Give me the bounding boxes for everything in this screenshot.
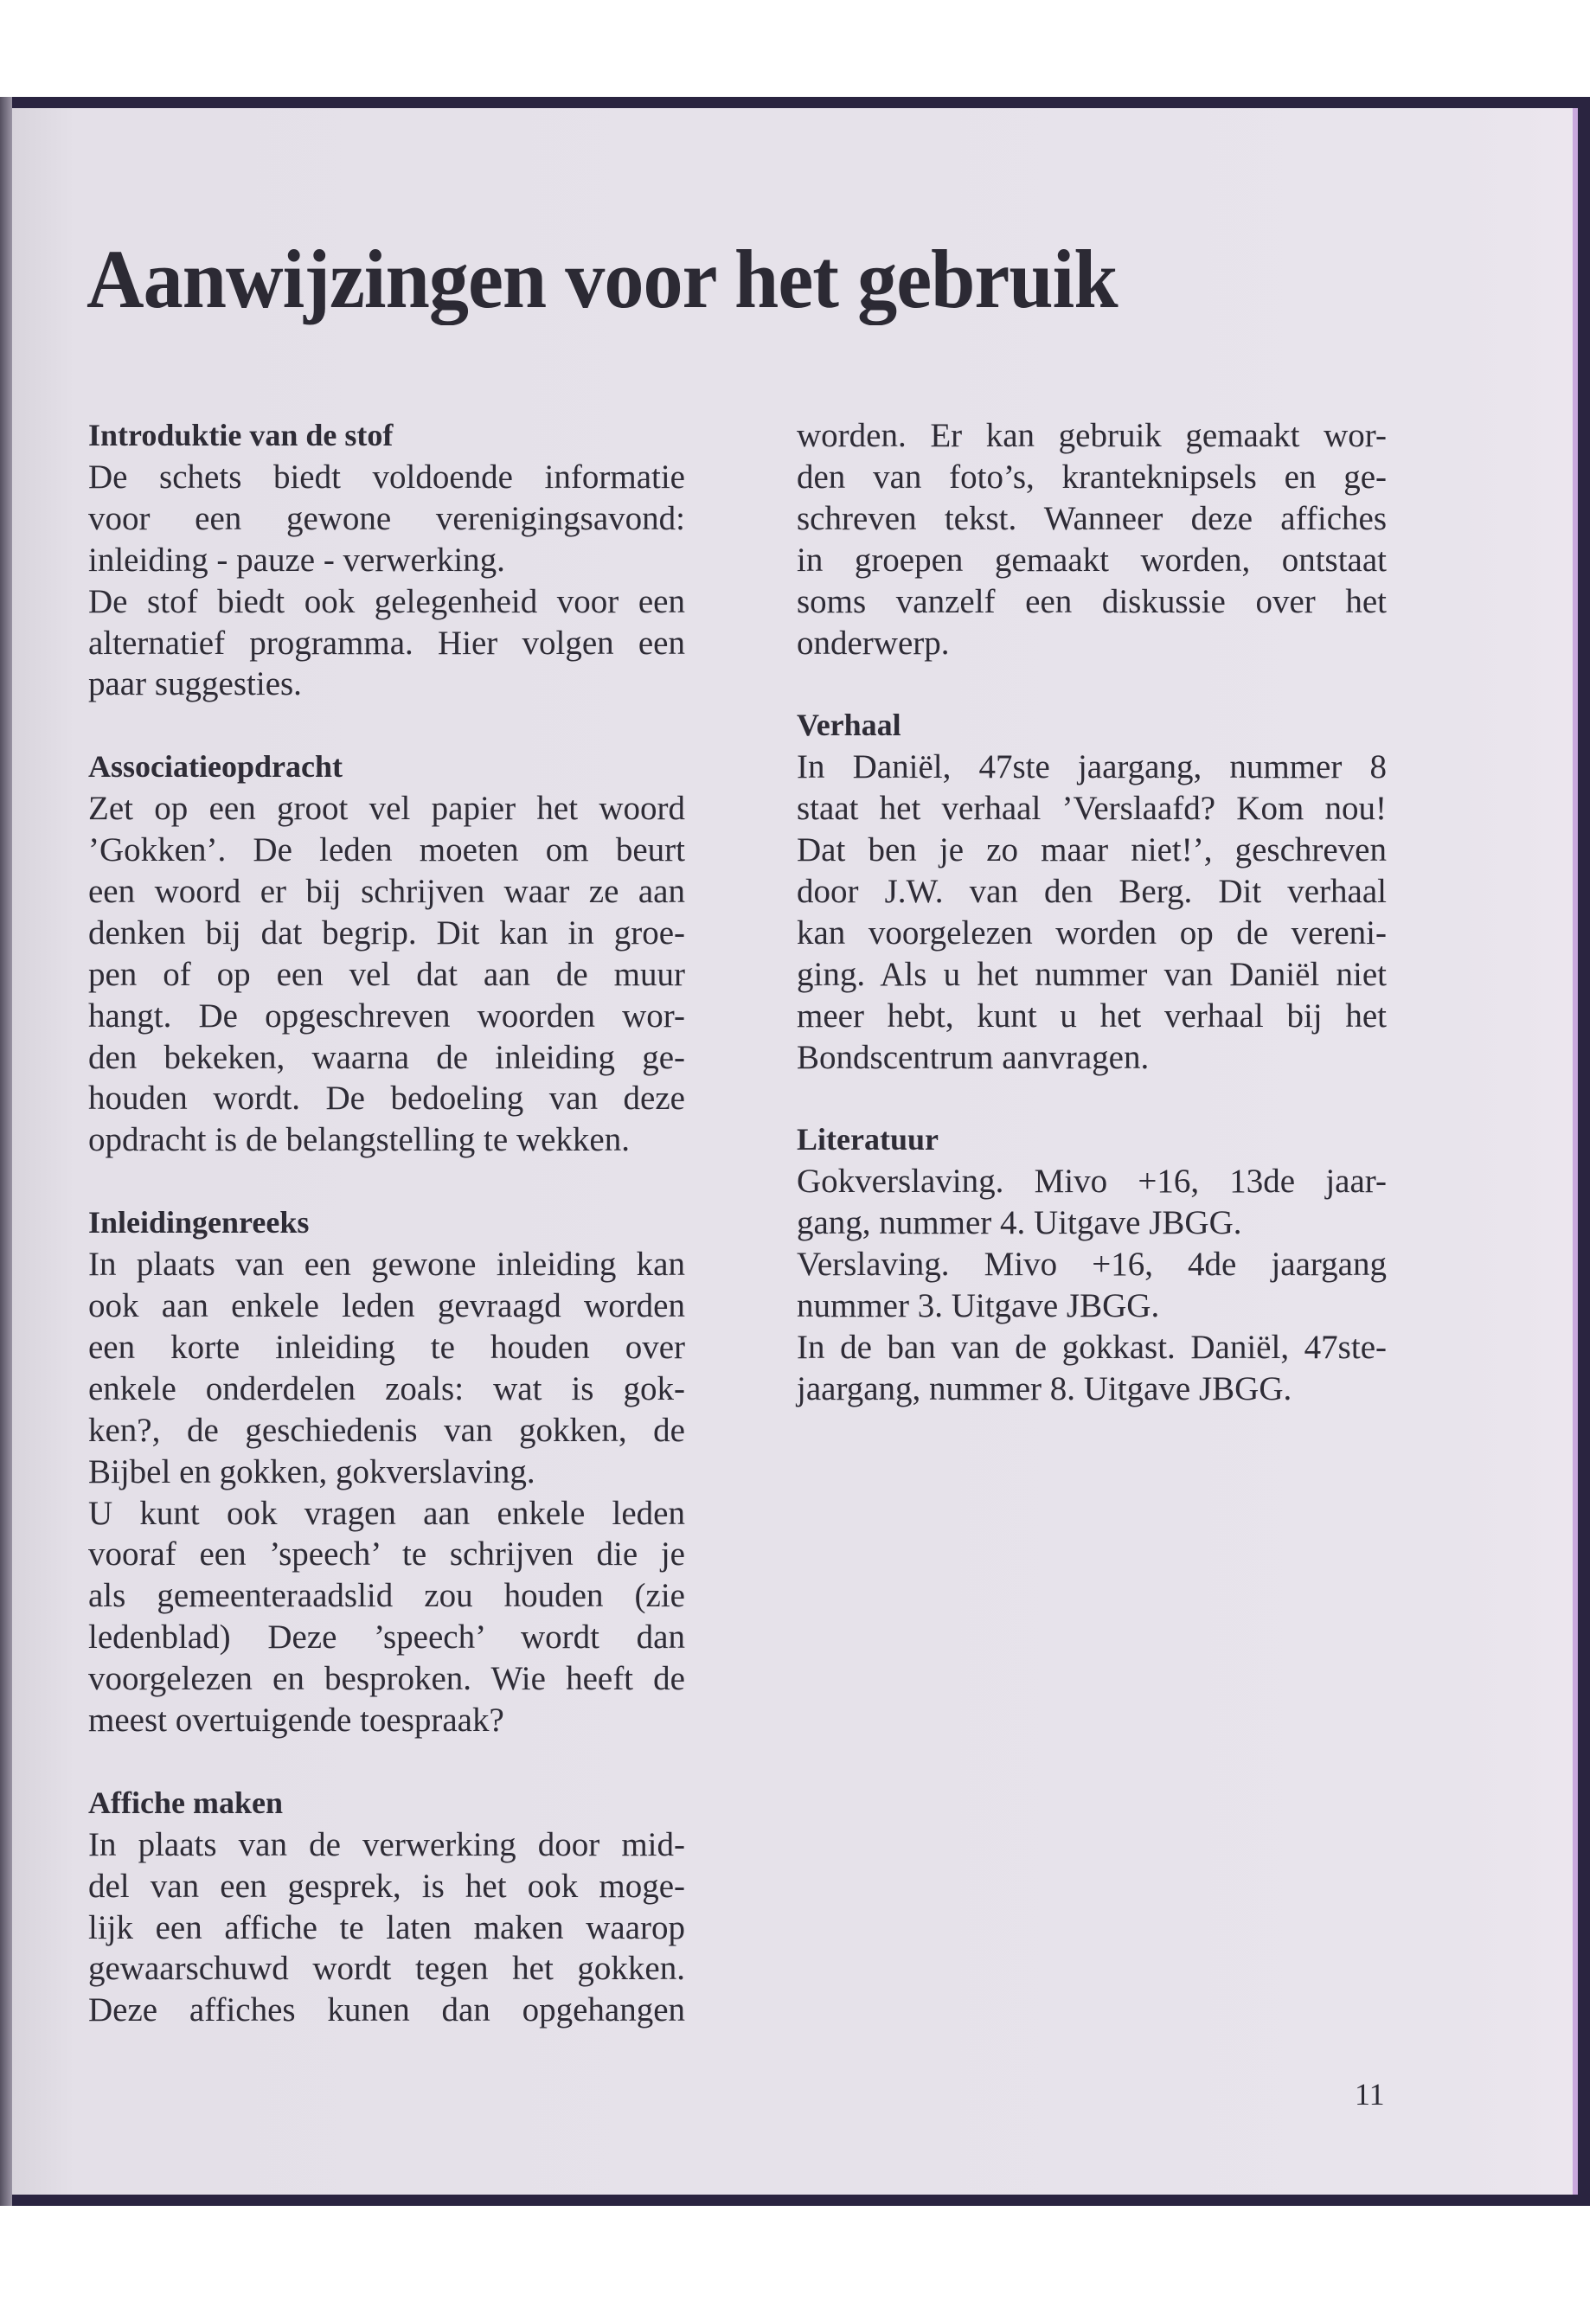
section-spacer: [797, 1078, 1387, 1119]
section: [88, 1783, 685, 2031]
text-line: del van een gesprek, is het ook moge-: [88, 1867, 685, 1905]
text-line: lijk een affiche te laten maken waarop: [88, 1908, 685, 1946]
page-number: 11: [1355, 2077, 1385, 2112]
section-heading: Literatuur: [797, 1122, 939, 1157]
text-line: denken bij dat begrip. Dit kan in groe-: [88, 913, 685, 952]
text-line: houden wordt. De bedoeling van deze: [88, 1080, 685, 1118]
text-line: In plaats van de verwerking door mid-: [88, 1825, 685, 1863]
text-line: pen of op een vel dat aan de muur: [88, 955, 685, 993]
text-line: In Daniël, 47ste jaargang, nummer 8: [797, 748, 1387, 786]
text-line: staat het verhaal ’Verslaafd? Kom nou!: [797, 790, 1387, 828]
text-line: ledenblad) Deze ’speech’ wordt dan: [88, 1618, 685, 1657]
left-column: [88, 415, 685, 2031]
text-line: vooraf een ’speech’ te schrijven die je: [88, 1535, 685, 1574]
text-line: jaargang, nummer 8. Uitgave JBGG.: [797, 1369, 1292, 1407]
text-line: ging. Als u het nummer van Daniël niet: [797, 955, 1387, 993]
text-line: worden. Er kan gebruik gemaakt wor-: [797, 417, 1387, 454]
text-line: Deze affiches kunen dan opgehangen: [88, 1991, 685, 2029]
section-heading: Verhaal: [797, 708, 901, 743]
text-line: Dat ben je zo maar niet!’, geschreven: [797, 831, 1387, 869]
page-edge: [1573, 108, 1578, 2195]
section: [88, 1202, 685, 1741]
text-line: opdracht is de belangstelling te wekken.: [88, 1121, 630, 1159]
section: [797, 1119, 1387, 1409]
text-line: alternatief programma. Hier volgen een: [88, 624, 685, 662]
text-line: nummer 3. Uitgave JBGG.: [797, 1287, 1160, 1324]
text-line: door J.W. van den Berg. Dit verhaal: [797, 872, 1387, 910]
section-spacer: [88, 1161, 685, 1202]
text-line: In de ban van de gokkast. Daniël, 47ste-: [797, 1328, 1387, 1366]
text-line: in groepen gemaakt worden, ontstaat: [797, 541, 1387, 579]
text-line: ken?, de geschiedenis van gokken, de: [88, 1411, 685, 1449]
text-line: meest overtuigende toespraak?: [88, 1702, 504, 1740]
section: [797, 415, 1387, 663]
section-spacer: [797, 663, 1387, 705]
text-line: schreven tekst. Wanneer deze affiches: [797, 499, 1387, 537]
section-spacer: [88, 705, 685, 747]
text-line: als gemeenteraadslid zou houden (zie: [88, 1577, 685, 1615]
text-line: den bekeken, waarna de inleiding ge-: [88, 1038, 685, 1076]
right-column: [797, 415, 1387, 1410]
text-line: onderwerp.: [797, 624, 950, 662]
text-line: een woord er bij schrijven waar ze aan: [88, 872, 685, 910]
section-heading: Inleidingenreeks: [88, 1205, 310, 1240]
text-line: hangt. De opgeschreven woorden wor-: [88, 997, 685, 1035]
section: [88, 747, 685, 1161]
page-title: Aanwijzingen voor het gebruik: [87, 233, 1118, 325]
text-line: paar suggesties.: [88, 665, 302, 703]
text-line: ’Gokken’. De leden moeten om beurt: [88, 831, 685, 869]
text-line: Bijbel en gokken, gokverslaving.: [88, 1452, 535, 1490]
text-line: meer hebt, kunt u het verhaal bij het: [797, 997, 1387, 1035]
text-line: een korte inleiding te houden over: [88, 1328, 685, 1366]
text-line: gang, nummer 4. Uitgave JBGG.: [797, 1204, 1242, 1242]
book-spine: [0, 97, 12, 2206]
section: [88, 415, 685, 705]
text-line: Verslaving. Mivo +16, 4de jaargang: [797, 1246, 1387, 1284]
section-heading: Associatieopdracht: [88, 749, 343, 785]
text-line: De stof biedt ook gelegenheid voor een: [88, 582, 685, 620]
text-line: den van foto’s, kranteknipsels en ge-: [797, 458, 1387, 496]
text-line: inleiding - pauze - verwerking.: [88, 541, 505, 579]
section-spacer: [88, 1741, 685, 1783]
text-line: Gokverslaving. Mivo +16, 13de jaar-: [797, 1163, 1387, 1201]
text-line: In plaats van een gewone inleiding kan: [88, 1246, 685, 1284]
section-heading: Affiche maken: [88, 1785, 283, 1820]
text-line: ook aan enkele leden gevraagd worden: [88, 1287, 685, 1324]
text-line: kan voorgelezen worden op de vereni-: [797, 913, 1387, 952]
text-line: voor een gewone verenigingsavond:: [88, 499, 685, 537]
text-line: voorgelezen en besproken. Wie heeft de: [88, 1660, 685, 1698]
text-line: gewaarschuwd wordt tegen het gokken.: [88, 1950, 685, 1988]
section: [797, 705, 1387, 1078]
section-heading: Introduktie van de stof: [88, 418, 394, 452]
text-line: soms vanzelf een diskussie over het: [797, 582, 1387, 620]
text-line: enkele onderdelen zoals: wat is gok-: [88, 1369, 685, 1407]
text-line: Zet op een groot vel papier het woord: [88, 790, 685, 828]
text-line: U kunt ook vragen aan enkele leden: [88, 1494, 685, 1532]
text-line: De schets biedt voldoende informatie: [88, 458, 685, 496]
text-line: Bondscentrum aanvragen.: [797, 1038, 1150, 1076]
